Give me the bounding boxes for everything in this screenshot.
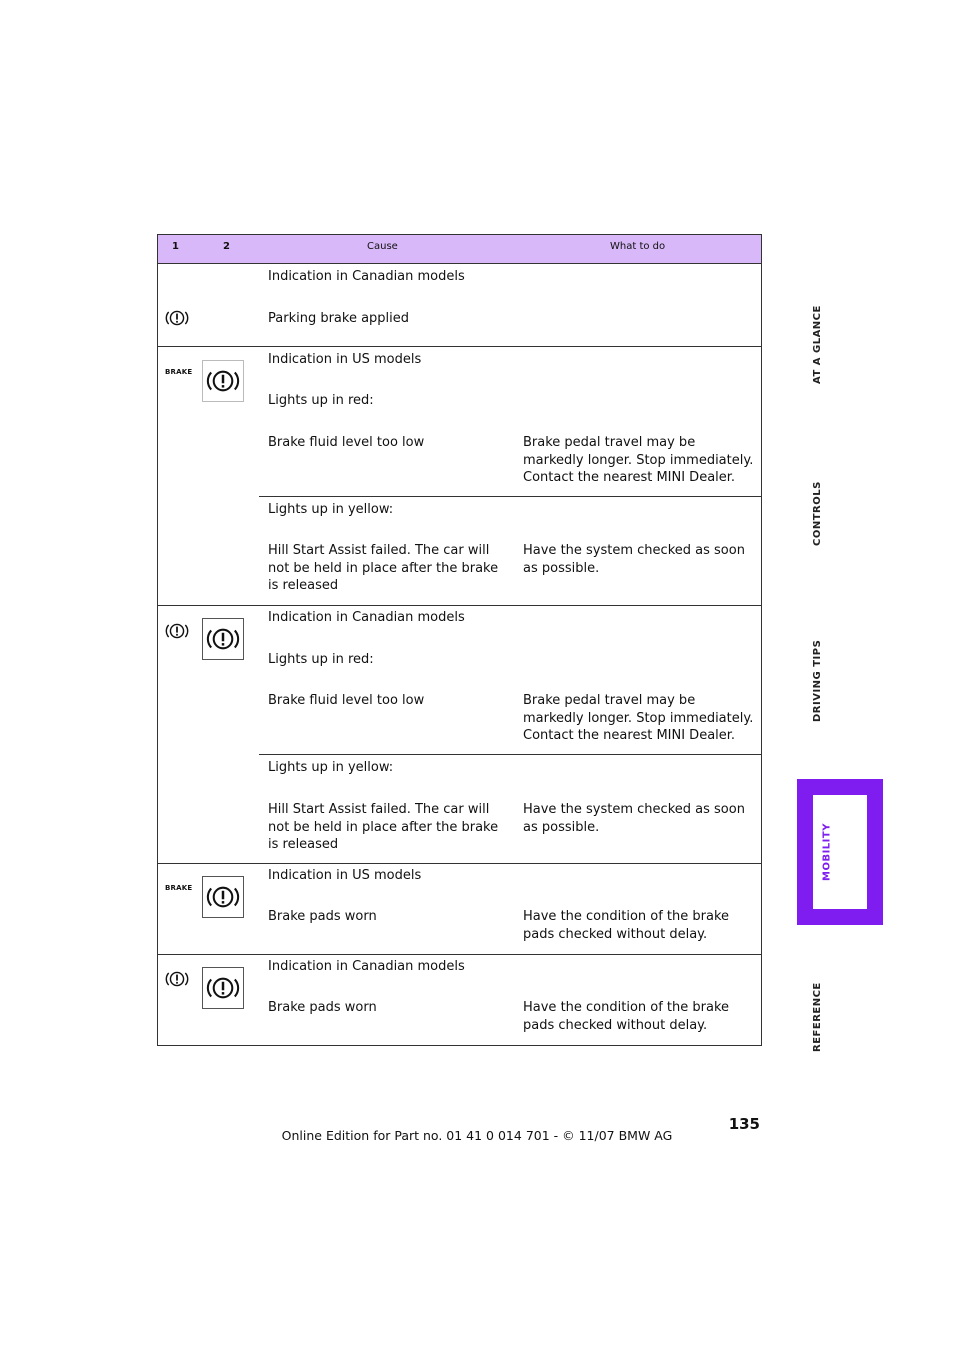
yellow-heading: Lights up in yellow: [268,502,394,517]
brake-warning-icon-box [202,876,244,918]
brake-warning-icon-box [202,967,244,1009]
brake-warning-icon [165,308,189,328]
brake-warning-icon [206,883,240,911]
table-row [158,264,761,347]
row-divider [259,754,761,755]
what-to-do-text: Brake pedal travel may be markedly longer. Stop immediately. Contact the nearest MINI Dealer. [523,693,754,743]
brake-warning-icon [206,974,240,1002]
indication-label: Indication in US models [268,352,422,367]
brake-warning-icon [206,367,240,395]
table-row [158,347,761,606]
brake-warning-icon-box [202,618,244,660]
what-to-do-text: Have the system checked as soon as possible. [523,802,745,835]
table-row [158,606,761,864]
cause-text: Brake pads worn [268,909,377,924]
yellow-heading: Lights up in yellow: [268,760,394,775]
what-to-do-text: Have the system checked as soon as possible. [523,543,745,576]
header-what-to-do: What to do [610,241,666,252]
indication-label: Indication in US models [268,868,422,883]
brake-warning-icon [165,969,189,989]
table-header [158,235,761,264]
indication-label: Indication in Canadian models [268,959,465,974]
brake-text-icon: BRAKE [165,368,193,376]
red-heading: Lights up in red: [268,652,374,667]
side-tab-controls[interactable]: CONTROLS [812,481,823,546]
side-tab-mobility[interactable]: MOBILITY [821,823,833,881]
header-col-2: 2 [223,241,230,252]
side-tab-driving-tips[interactable]: DRIVING TIPS [812,639,823,722]
footer-edition-note: Online Edition for Part no. 01 41 0 014 701 - © 11/07 BMW AG [281,1128,673,1143]
side-tab-reference[interactable]: REFERENCE [812,982,823,1052]
brake-warning-icon [206,625,240,653]
cause-text: Brake fluid level too low [268,435,425,450]
table-row [158,955,761,1045]
header-cause: Cause [367,241,398,252]
side-tab-at-a-glance[interactable]: AT A GLANCE [812,305,823,384]
what-to-do-text: Have the condition of the brake pads checked without delay. [523,909,730,942]
side-tab-mobility-active[interactable] [797,779,883,925]
indication-label: Indication in Canadian models [268,610,465,625]
row-divider [259,496,761,497]
header-col-1: 1 [172,241,179,252]
brake-warning-icon-box [202,360,244,402]
mobility-tab-inner [813,795,867,909]
cause-text: Brake fluid level too low [268,693,425,708]
page-number: 135 [728,1115,760,1133]
cause-text: Brake pads worn [268,1000,377,1015]
cause-text: Hill Start Assist failed. The car will not be held in place after the brake is released [268,802,499,852]
warning-lights-table [157,234,762,1046]
indication-label: Indication in Canadian models [268,269,465,284]
what-to-do-text: Have the condition of the brake pads checked without delay. [523,1000,730,1033]
cause-text: Hill Start Assist failed. The car will not be held in place after the brake is released [268,543,499,593]
brake-warning-icon [165,621,189,641]
table-row [158,864,761,955]
cause-text: Parking brake applied [268,311,410,326]
what-to-do-text: Brake pedal travel may be markedly longer. Stop immediately. Contact the nearest MINI Dealer. [523,435,754,485]
brake-text-icon: BRAKE [165,884,193,892]
red-heading: Lights up in red: [268,393,374,408]
